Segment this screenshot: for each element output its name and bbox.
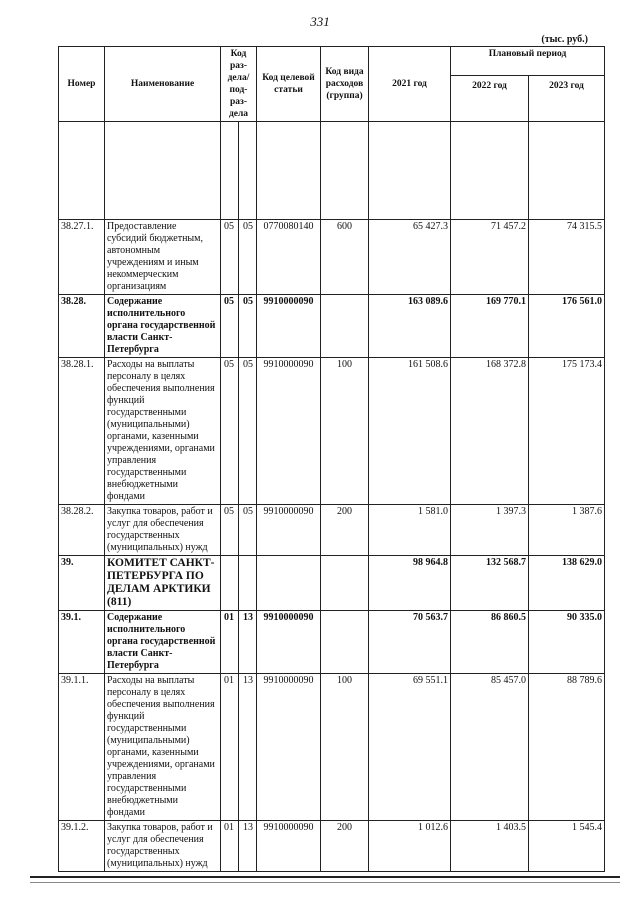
row-number: 38.28.2. [59,505,105,556]
header-2021: 2021 год [369,47,451,122]
table-row [59,556,605,611]
row-subsection: 05 [239,220,257,295]
row-amount-2022: 168 372.8 [451,358,529,505]
header-plan-period: Плановый период [451,47,605,76]
row-section [221,556,239,611]
header-section-code: Код раз-дела/ под-раз-дела [221,47,257,122]
header-expense-code: Код вида расходов (группа) [321,47,369,122]
row-name: Расходы на выплаты персоналу в целях обеспечения выполнения функций государственными (муниципальными) органами, казенными учреждениями, органами управления государственными внебюджетными фондами [105,358,221,505]
row-name: Предоставление субсидий бюджетным, автономным учреждениям и иным некоммерческим организациям [105,220,221,295]
bottom-rule-thin [30,882,620,883]
row-target-code: 9910000090 [257,295,321,358]
row-expense-code: 200 [321,821,369,872]
row-name: Содержание исполнительного органа государственной власти Санкт-Петербурга [105,295,221,358]
row-number: 39.1.1. [59,674,105,821]
row-section: 05 [221,358,239,505]
row-subsection: 05 [239,505,257,556]
row-subsection: 13 [239,674,257,821]
row-amount-2021: 163 089.6 [369,295,451,358]
row-amount-2021: 98 964.8 [369,556,451,611]
row-amount-2022: 85 457.0 [451,674,529,821]
row-amount-2022: 169 770.1 [451,295,529,358]
row-expense-code [321,556,369,611]
row-amount-2022: 71 457.2 [451,220,529,295]
row-number: 39.1. [59,611,105,674]
row-subsection: 05 [239,358,257,505]
row-name: Закупка товаров, работ и услуг для обеспечения государственных (муниципальных) нужд [105,821,221,872]
row-expense-code [321,295,369,358]
row-target-code: 9910000090 [257,358,321,505]
table-row [59,821,605,872]
budget-table [58,46,605,872]
units-label: (тыс. руб.) [541,34,588,45]
row-name: Закупка товаров, работ и услуг для обеспечения государственных (муниципальных) нужд [105,505,221,556]
table-body [59,220,605,872]
row-amount-2023: 74 315.5 [529,220,605,295]
table-row [59,358,605,505]
row-section: 05 [221,220,239,295]
row-section: 01 [221,611,239,674]
row-name: Расходы на выплаты персоналу в целях обеспечения выполнения функций государственными (муниципальными) органами, казенными учреждениями, органами управления государственными внебюджетными фондами [105,674,221,821]
row-subsection [239,556,257,611]
row-amount-2023: 90 335.0 [529,611,605,674]
row-name: Содержание исполнительного органа государственной власти Санкт-Петербурга [105,611,221,674]
row-number: 38.27.1. [59,220,105,295]
row-amount-2021: 70 563.7 [369,611,451,674]
row-number: 38.28. [59,295,105,358]
row-amount-2023: 176 561.0 [529,295,605,358]
row-target-code: 9910000090 [257,821,321,872]
row-amount-2022: 86 860.5 [451,611,529,674]
row-amount-2022: 132 568.7 [451,556,529,611]
row-expense-code: 100 [321,674,369,821]
row-target-code: 9910000090 [257,611,321,674]
row-target-code: 0770080140 [257,220,321,295]
row-name: КОМИТЕТ САНКТ-ПЕТЕРБУРГА ПО ДЕЛАМ АРКТИКИ (811) [105,556,221,611]
row-number: 39.1.2. [59,821,105,872]
row-target-code: 9910000090 [257,674,321,821]
row-amount-2021: 1 012.6 [369,821,451,872]
row-amount-2023: 1 387.6 [529,505,605,556]
bottom-rule [30,876,620,878]
header-2023: 2023 год [529,75,605,121]
row-amount-2023: 175 173.4 [529,358,605,505]
table-row [59,505,605,556]
row-number: 38.28.1. [59,358,105,505]
table-row [59,674,605,821]
row-expense-code: 100 [321,358,369,505]
row-amount-2021: 69 551.1 [369,674,451,821]
page-number: 331 [310,14,330,29]
row-amount-2023: 138 629.0 [529,556,605,611]
row-expense-code: 200 [321,505,369,556]
row-amount-2022: 1 403.5 [451,821,529,872]
row-section: 01 [221,821,239,872]
row-section: 01 [221,674,239,821]
row-expense-code: 600 [321,220,369,295]
header-2022: 2022 год [451,75,529,121]
row-number: 39. [59,556,105,611]
row-amount-2023: 1 545.4 [529,821,605,872]
row-target-code [257,556,321,611]
table-row [59,611,605,674]
row-expense-code [321,611,369,674]
row-subsection: 13 [239,821,257,872]
row-target-code: 9910000090 [257,505,321,556]
header-number: Номер [59,47,105,122]
header-name: Наименование [105,47,221,122]
row-amount-2021: 65 427.3 [369,220,451,295]
row-amount-2021: 1 581.0 [369,505,451,556]
row-subsection: 05 [239,295,257,358]
header-target-code: Код целевой статьи [257,47,321,122]
row-section: 05 [221,505,239,556]
row-amount-2022: 1 397.3 [451,505,529,556]
table-row [59,295,605,358]
row-amount-2021: 161 508.6 [369,358,451,505]
row-subsection: 13 [239,611,257,674]
row-amount-2023: 88 789.6 [529,674,605,821]
table-row [59,220,605,295]
row-section: 05 [221,295,239,358]
